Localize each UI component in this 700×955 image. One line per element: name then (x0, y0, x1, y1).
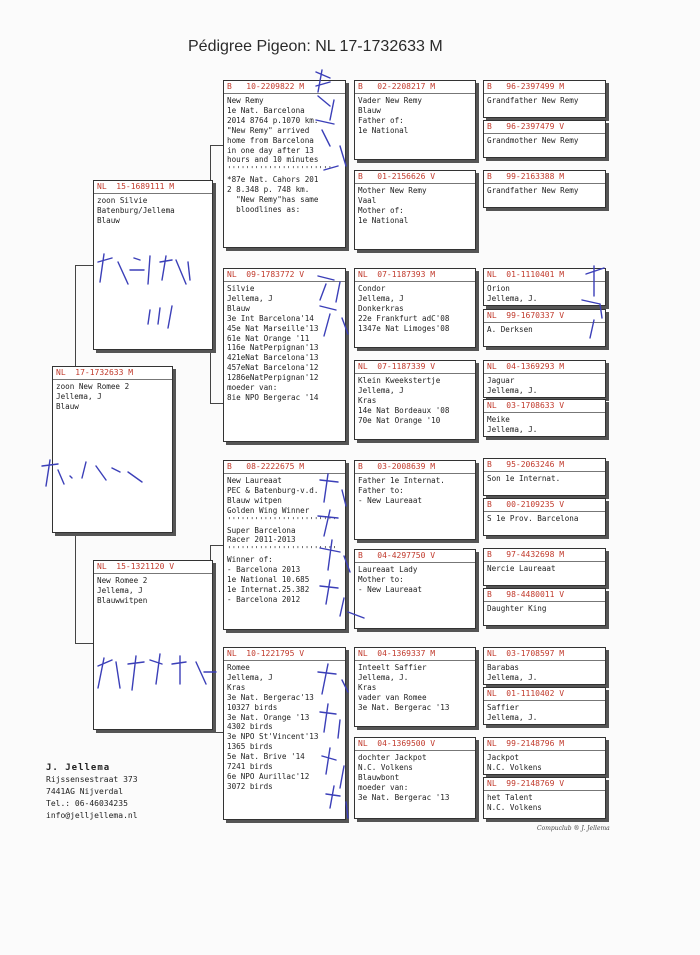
pigeon-info: Mother New Remy Vaal Mother of: 1e National (358, 186, 427, 225)
handwriting-scribble (316, 70, 346, 170)
handwriting-scribble (98, 254, 190, 328)
pigeon-info: Meike Jellema, J. (487, 415, 538, 434)
pigeon-info: Condor Jellema, J Donkerkras 22e Frankfurt adC'08 1347e Nat Limoges'08 (358, 284, 450, 333)
pigeon-info: New Remy 1e Nat. Barcelona 2014 8764 p.1070 km. "New Remy" arrived home from Barcelona in one day after 13 hours and 10 minutes ''''''''''''''''''''''' *87e Nat. Cahors 201 2 8.348 p. 748 km. "New Remy"has same bloodlines as: (227, 96, 333, 214)
ring-number: B 95-2063246 M (484, 459, 605, 472)
ring-number: NL 03-1708597 M (484, 648, 605, 661)
pigeon-info: Nercie Laureaat (487, 564, 556, 573)
pigeon-info: S 1e Prov. Barcelona (487, 514, 579, 523)
page-title: Pédigree Pigeon: NL 17-1732633 M (188, 38, 443, 55)
pigeon-info: Grandmother New Remy (487, 136, 579, 145)
handwriting-scribble (42, 460, 142, 486)
pigeon-info: Jaguar Jellema, J. (487, 376, 538, 395)
ring-number: B 96-2397499 M (484, 81, 605, 94)
ring-number: B 10-2209822 M (224, 81, 345, 94)
ring-number: NL 01-1110402 V (484, 688, 605, 701)
ring-number: B 96-2397479 V (484, 121, 605, 134)
pigeon-info: Orion Jellema, J. (487, 284, 538, 303)
ring-number: B 97-4432698 M (484, 549, 605, 562)
ring-number: NL 15-1689111 M (94, 181, 212, 194)
pigeon-info: het Talent N.C. Volkens (487, 793, 542, 812)
pigeon-info: New Romee 2 Jellema, J Blauwwitpen (97, 576, 148, 605)
pigeon-info: Romee Jellema, J Kras 3e Nat. Bergerac'13 10327 birds 3e Nat. Orange '13 4302 birds 3e NPO St'Vincent'13 1365 birds 5e Nat. Brive '14 7241 birds 6e NPO Aurillac'12 3072 birds (227, 663, 319, 791)
ring-number: B 00-2109235 V (484, 499, 605, 512)
ring-number: NL 10-1221795 V (224, 648, 345, 661)
pigeon-info: Inteelt Saffier Jellema, J. Kras vader van Romee 3e Nat. Bergerac '13 (358, 663, 450, 712)
pigeon-info: Son 1e Internat. (487, 474, 561, 483)
ring-number: NL 09-1783772 V (224, 269, 345, 282)
pigeon-info: New Laureaat PEC & Batenburg-v.d. Blauw witpen Golden Wing Winner '''''''''''''''''''''''' Super Barcelona Racer 2011-2013 '''''''''''''''''''''''' Winner of: - Barcelona 2013 1e National 10.685 1e Internat.25.382 - Barcelona 2012 (227, 476, 337, 604)
pigeon-info: zoon New Romee 2 Jellema, J Blauw (56, 382, 130, 411)
ring-number: B 02-2208217 M (355, 81, 475, 94)
handwriting-scribble (318, 664, 348, 818)
ring-number: NL 99-1670337 V (484, 310, 605, 323)
ring-number: NL 99-2148796 M (484, 738, 605, 751)
ring-number: NL 04-1369337 M (355, 648, 475, 661)
pigeon-info: Laureaat Lady Mother to: - New Laureaat (358, 565, 423, 594)
pigeon-info: Vader New Remy Blauw Father of: 1e National (358, 96, 423, 135)
pigeon-info: dochter Jackpot N.C. Volkens Blauwbont moeder van: 3e Nat. Bergerac '13 (358, 753, 450, 802)
pigeon-info: Father 1e Internat. Father to: - New Laureaat (358, 476, 445, 505)
ring-number: B 04-4297750 V (355, 550, 475, 563)
pigeon-info: Silvie Jellema, J Blauw 3e Int Barcelona'14 45e Nat Marseille'13 61e Nat Orange '11 116e NatPerpignan'13 421eNat Barcelona'13 457eNat Barcelona'12 1286eNatPerpignan'12 moeder van: 8ie NPO Bergerac '14 (227, 284, 319, 402)
ring-number: NL 01-1110401 M (484, 269, 605, 282)
pigeon-info: Klein Kweekstertje Jellema, J Kras 14e Nat Bordeaux '08 70e Nat Orange '10 (358, 376, 450, 425)
ring-number: NL 07-1187393 M (355, 269, 475, 282)
ring-number: NL 04-1369293 M (484, 361, 605, 374)
ring-number: NL 03-1708633 V (484, 400, 605, 413)
pigeon-info: A. Derksen (487, 325, 533, 334)
pigeon-info: Barabas Jellema, J. (487, 663, 538, 682)
owner-name: J. Jellema (46, 763, 111, 773)
ring-number: NL 04-1369500 V (355, 738, 475, 751)
owner-email: info@jelljellema.nl (46, 811, 138, 820)
handwriting-scribble (318, 474, 364, 618)
pigeon-info: zoon Silvie Batenburg/Jellema Blauw (97, 196, 175, 225)
footer-credit: Compuclub ® J. Jellema (537, 825, 610, 832)
handwriting-scribble (582, 266, 604, 338)
pigeon-info: Grandfather New Remy (487, 96, 579, 105)
ring-number: B 03-2008639 M (355, 461, 475, 474)
pigeon-info: Saffier Jellema, J. (487, 703, 538, 722)
ring-number: NL 07-1187339 V (355, 361, 475, 374)
handwriting-scribble (318, 276, 348, 336)
handwriting-scribble (98, 654, 216, 690)
ring-number: B 08-2222675 M (224, 461, 345, 474)
owner-street: Rijssensestraat 373 (46, 775, 138, 784)
ring-number: NL 99-2148769 V (484, 778, 605, 791)
owner-city: 7441AG Nijverdal (46, 787, 124, 796)
pigeon-info: Jackpot N.C. Volkens (487, 753, 542, 772)
ring-number: B 01-2156626 V (355, 171, 475, 184)
pigeon-info: Daughter King (487, 604, 547, 613)
owner-phone: Tel.: 06-46034235 (46, 799, 128, 808)
ring-number: NL 17-1732633 M (53, 367, 172, 380)
ring-number: NL 15-1321120 V (94, 561, 212, 574)
ring-number: B 98-4480011 V (484, 589, 605, 602)
ring-number: B 99-2163388 M (484, 171, 605, 184)
pigeon-info: Grandfather New Remy (487, 186, 579, 195)
